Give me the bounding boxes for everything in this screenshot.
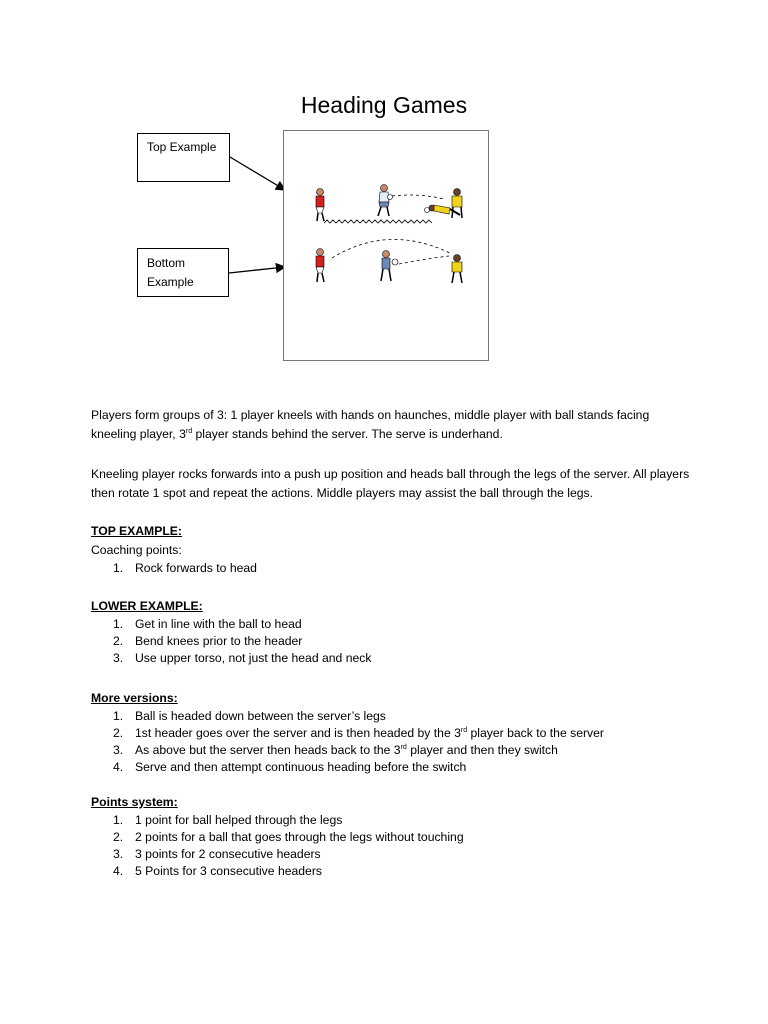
top-pointer-arrow — [230, 157, 285, 190]
yellow-player-bottom — [452, 255, 462, 284]
list-item: 2. 2 points for a ball that goes through the legs without touching — [113, 830, 464, 844]
ball-path-bottom-low — [399, 256, 449, 264]
top-example-heading: TOP EXAMPLE: — [91, 524, 182, 538]
coaching-points-label: Coaching points: — [91, 543, 182, 557]
list-item: 2. Bend knees prior to the header — [113, 634, 303, 648]
server-player-top — [378, 185, 393, 217]
more-versions-heading: More versions: — [91, 691, 178, 705]
list-item: 4. 5 Points for 3 consecutive headers — [113, 864, 322, 878]
lower-example-list — [91, 616, 691, 667]
drill-illustration — [284, 131, 488, 360]
ground-path-top — [324, 220, 432, 223]
points-system-list — [91, 812, 691, 880]
lower-example-heading: LOWER EXAMPLE: — [91, 599, 203, 613]
top-example-list — [91, 560, 691, 577]
list-item: 2. 1st header goes over the server and is then headed by the 3rd player back to the server — [113, 726, 604, 740]
top-example-section — [91, 522, 691, 577]
list-item: 1. Get in line with the ball to head — [113, 617, 302, 631]
more-versions-list — [91, 708, 691, 776]
points-system-section — [91, 793, 691, 880]
list-item: 4. Serve and then attempt continuous heading before the switch — [113, 760, 467, 774]
list-item: 1. Ball is headed down between the server’s legs — [113, 709, 386, 723]
list-item: 3. Use upper torso, not just the head and neck — [113, 651, 372, 665]
ball-path-top — [392, 195, 444, 199]
list-item: 1. Rock forwards to head — [113, 561, 257, 575]
top-example-label-box — [137, 133, 230, 182]
intro-paragraph-2: Kneeling player rocks forwards into a push up position and heads ball through the legs of the server. All players then rotate 1 spot and repeat the actions. Middle players may assist the ball through the legs. — [91, 467, 690, 500]
lower-example-section — [91, 597, 691, 667]
list-item: 3. 3 points for 2 consecutive headers — [113, 847, 321, 861]
drill-diagram — [283, 130, 489, 361]
intro-paragraph-1: Players form groups of 3: 1 player kneels with hands on haunches, middle player with ball stands facing kneeling player, 3rd player stands behind the server. The serve is underhand. — [91, 408, 650, 441]
list-item: 1. 1 point for ball helped through the legs — [113, 813, 343, 827]
points-system-heading: Points system: — [91, 795, 178, 809]
list-item: 3. As above but the server then heads back to the 3rd player and then they switch — [113, 743, 558, 757]
bottom-example-label-line2: Example — [147, 275, 194, 289]
red-player-bottom — [316, 249, 324, 283]
page-title: Heading Games — [300, 92, 468, 118]
bottom-example-label-line1: Bottom — [147, 256, 186, 270]
server-player-bottom — [381, 251, 398, 282]
bottom-example-label-box — [137, 248, 229, 297]
more-versions-section — [91, 689, 691, 776]
bottom-pointer-arrow — [229, 267, 285, 273]
ball-path-bottom-arc — [332, 239, 452, 258]
red-player-top — [316, 189, 324, 222]
top-example-label: Top Example — [147, 140, 217, 154]
